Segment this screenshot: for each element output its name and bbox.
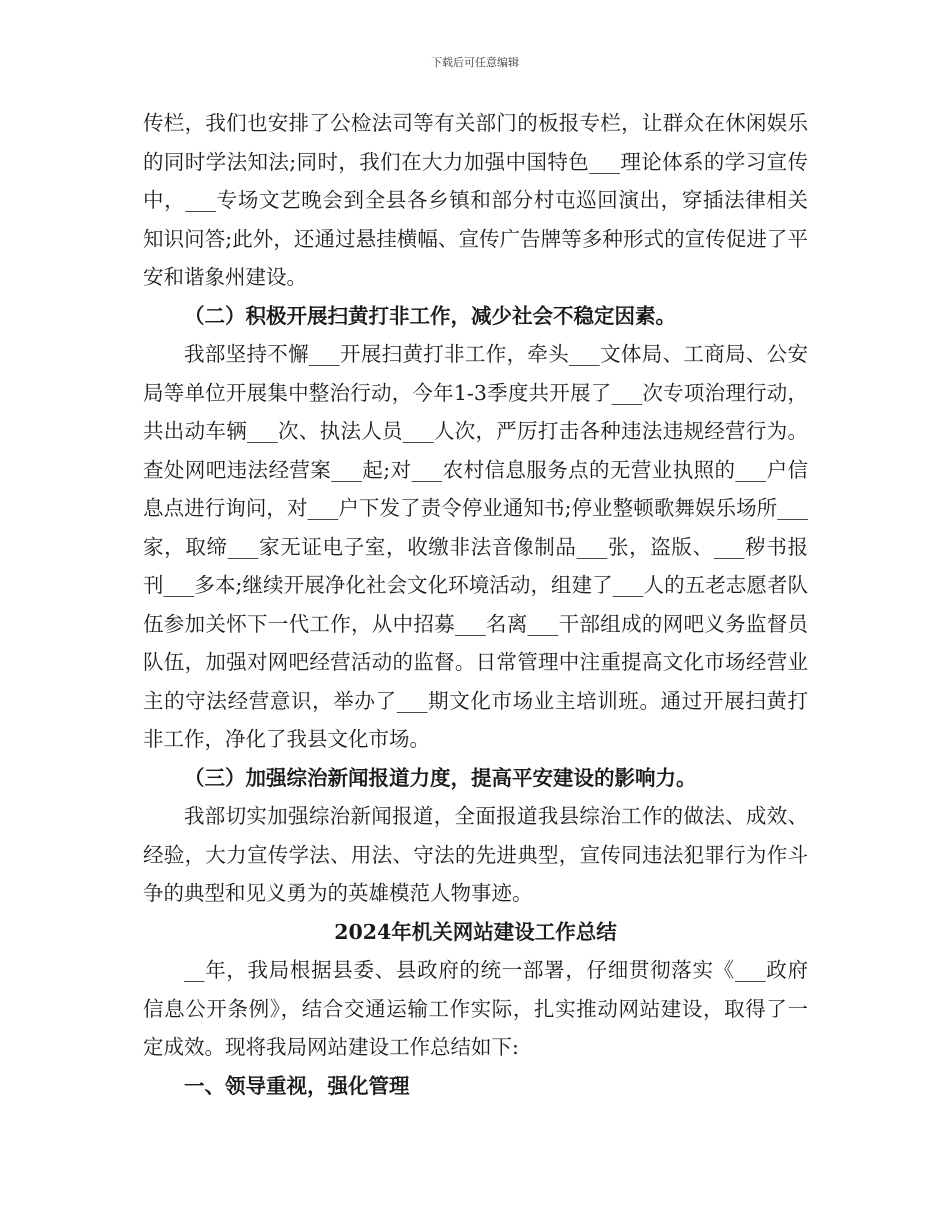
document-title: 2024年机关网站建设工作总结 (334, 919, 617, 944)
section-heading-anti-porn: （二）积极开展扫黄打非工作，减少社会不稳定因素。 (184, 303, 676, 328)
paragraph-news-reporting: 我部切实加强综治新闻报道，全面报道我县综治工作的做法、成效、经验，大力宣传学法、用法、守法的先进典型，宣传同违法犯罪行为作斗争的典型和见义勇为的英雄模范人物事迹。 (143, 804, 808, 905)
section-heading-leadership: 一、领导重视，强化管理 (184, 1073, 410, 1098)
paragraph-anti-porn-work: 我部坚持不懈___开展扫黄打非工作，牵头___文体局、工商局、公安局等单位开展集中整治行动，今年1-3季度共开展了___次专项治理行动，共出动车辆___次、执法人员___人次，严厉打击各种违法违规经营行为。查处网吧违法经营案___起;对___农村信息服务点的无营业执照的___户信息点进行询问，对___户下发了责令停业通知书;停业整顿歌舞娱乐场所___家，取缔___家无证电子室，收缴非法音像制品___张，盗版、___秽书报刊___多本;继续开展净化社会文化环境活动，组建了___人的五老志愿者队伍参加关怀下一代工作，从中招募___名离___干部组成的网吧义务监督员队伍，加强对网吧经营活动的监督。日常管理中注重提高文化市场经营业主的守法经营意识，举办了___期文化市场业主培训班。通过开展扫黄打非工作，净化了我县文化市场。 (143, 342, 808, 751)
section-heading-news-reporting: （三）加强综治新闻报道力度，提高平安建设的影响力。 (184, 765, 697, 790)
paragraph-website-intro: __年，我局根据县委、县政府的统一部署，仔细贯彻落实《___政府信息公开条例》，结合交通运输工作实际，扎实推动网站建设，取得了一定成效。现将我局网站建设工作总结如下: (143, 958, 808, 1059)
paragraph-publicity-columns: 传栏，我们也安排了公检法司等有关部门的板报专栏，让群众在休闲娱乐的同时学法知法;同时，我们在大力加强中国特色___理论体系的学习宣传中，___专场文艺晚会到全县各乡镇和部分村屯巡回演出，穿插法律相关知识问答;此外，还通过悬挂横幅、宣传广告牌等多种形式的宣传促进了平安和谐象州建设。 (143, 111, 808, 289)
page-header-note: 下载后可任意编辑 (431, 56, 519, 69)
document-body (143, 104, 808, 1105)
